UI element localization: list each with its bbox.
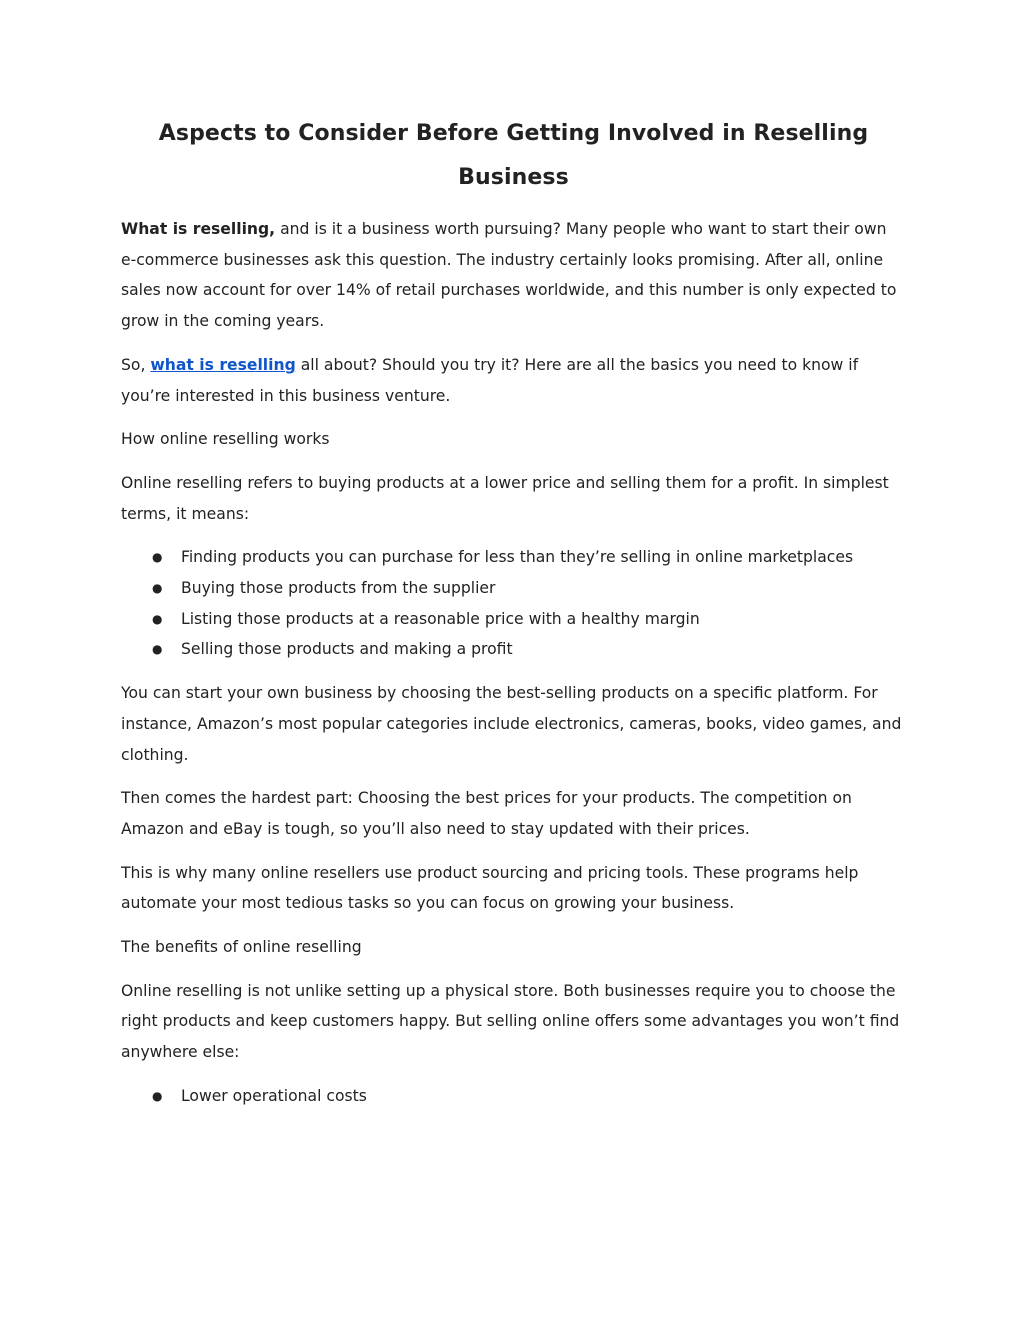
list-item-text: Finding products you can purchase for less than they’re selling in online marketplaces (181, 548, 854, 567)
document-page (121, 112, 906, 1125)
bullet-icon: ● (152, 642, 163, 657)
physical-paragraph: Online reselling is not unlike setting up a physical store. Both businesses require you to choose the right products and keep customers happy. But selling online offers some advantages you won’t find anywhere else: (121, 981, 900, 1062)
section-heading-benefits: The benefits of online reselling (121, 938, 362, 957)
so-prefix: So, (121, 355, 151, 374)
list-item (121, 542, 906, 573)
steps-list (121, 542, 906, 665)
so-suffix: all about? Should you try it? Here are all the basics you need to know if you’re interested in this business venture. (121, 355, 859, 405)
list-item-text: Lower operational costs (181, 1086, 367, 1105)
intro-paragraph (121, 214, 906, 337)
page-title: Aspects to Consider Before Getting Involved in Reselling Business (158, 121, 869, 190)
section-heading-how: How online reselling works (121, 430, 330, 449)
tools-paragraph: This is why many online resellers use product sourcing and pricing tools. These programs help automate your most tedious tasks so you can focus on growing your business. (121, 863, 859, 913)
what-is-reselling-link[interactable]: what is reselling (150, 355, 296, 374)
benefits-list (121, 1081, 906, 1112)
bullet-icon: ● (152, 550, 163, 565)
so-paragraph (121, 350, 906, 411)
list-item (121, 604, 906, 635)
bullet-icon: ● (152, 581, 163, 596)
start-paragraph: You can start your own business by choosing the best-selling products on a specific platform. For instance, Amazon’s most popular categories include electronics, cameras, books, video games, and clothing. (121, 684, 902, 764)
list-item-text: Listing those products at a reasonable price with a healthy margin (181, 609, 700, 628)
list-item-text: Selling those products and making a profit (181, 640, 513, 659)
list-item (121, 634, 906, 665)
list-item (121, 573, 906, 604)
bullet-icon: ● (152, 1088, 163, 1103)
list-item-text: Buying those products from the supplier (181, 579, 496, 598)
intro-text: and is it a business worth pursuing? Many people who want to start their own e-commerce businesses ask this question. The industry certainly looks promising. After all, online sales now account for over 14% of retail purchases worldwide, and this number is only expected to grow in the coming years. (121, 220, 897, 331)
refers-paragraph: Online reselling refers to buying products at a lower price and selling them for a profit. In simplest terms, it means: (121, 473, 889, 523)
hardest-paragraph: Then comes the hardest part: Choosing the best prices for your products. The competition on Amazon and eBay is tough, so you’ll also need to stay updated with their prices. (121, 789, 852, 838)
intro-lead-bold: What is reselling, (121, 220, 276, 238)
bullet-icon: ● (152, 611, 163, 626)
list-item (121, 1081, 906, 1112)
